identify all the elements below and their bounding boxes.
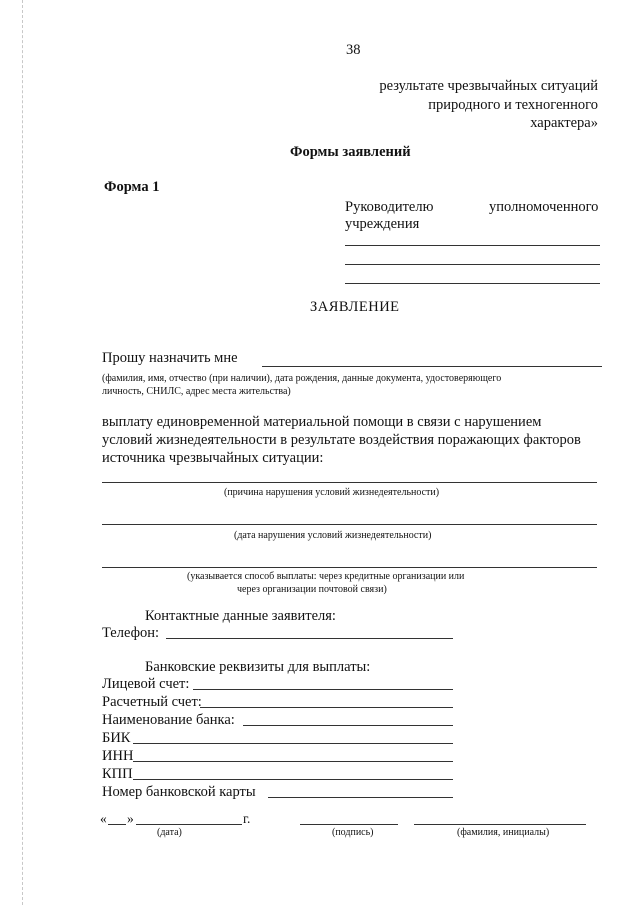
- date-signature-caption: (дата): [157, 827, 182, 838]
- reason-line[interactable]: [102, 482, 597, 483]
- payment-method-line[interactable]: [102, 567, 597, 568]
- date-caption: (дата нарушения условий жизнедеятельности): [234, 530, 432, 541]
- personal-account-line[interactable]: [193, 689, 453, 690]
- inn-line[interactable]: [133, 761, 453, 762]
- bank-name-label: Наименование банка:: [102, 712, 235, 728]
- day-line[interactable]: [108, 824, 126, 825]
- page-number: 38: [346, 42, 361, 58]
- header-line-1: результате чрезвычайных ситуаций: [379, 78, 598, 94]
- applicant-caption-2: личность, СНИЛС, адрес места жительства): [102, 386, 291, 397]
- applicant-caption-1: (фамилия, имя, отчество (при наличии), дата рождения, данные документа, удостоверяющего: [102, 373, 502, 384]
- name-caption: (фамилия, инициалы): [457, 827, 550, 838]
- addressee-word-3: учреждения: [345, 216, 420, 232]
- kpp-label: КПП: [102, 766, 133, 782]
- signature-line[interactable]: [300, 824, 398, 825]
- year-suffix: г.: [243, 811, 251, 826]
- card-number-line[interactable]: [268, 797, 453, 798]
- body-line-2: условий жизнедеятельности в результате воздействия поражающих факторов: [102, 432, 581, 448]
- addressee-line-1[interactable]: [345, 245, 600, 246]
- bik-label: БИК: [102, 730, 131, 746]
- date-line[interactable]: [102, 524, 597, 525]
- card-number-label: Номер банковской карты: [102, 784, 256, 800]
- addressee-line-2[interactable]: [345, 264, 600, 265]
- phone-label: Телефон:: [102, 625, 160, 641]
- quote-close: »: [127, 811, 134, 826]
- quote-open: «: [100, 811, 107, 826]
- bank-heading: Банковские реквизиты для выплаты:: [145, 659, 371, 675]
- addressee-word-1: Руководителю: [345, 199, 434, 215]
- addressee-line-3[interactable]: [345, 283, 600, 284]
- month-year-line[interactable]: [136, 824, 242, 825]
- payment-method-caption-2: через организации почтовой связи): [237, 584, 387, 595]
- personal-account-label: Лицевой счет:: [102, 676, 190, 692]
- phone-line[interactable]: [166, 638, 453, 639]
- scan-edge: [22, 0, 23, 905]
- bik-line[interactable]: [133, 743, 453, 744]
- request-lead: Прошу назначить мне: [102, 350, 238, 366]
- sign-caption: (подпись): [332, 827, 374, 838]
- document-title: ЗАЯВЛЕНИЕ: [310, 299, 400, 315]
- bank-name-line[interactable]: [243, 725, 453, 726]
- payment-method-caption-1: (указывается способ выплаты: через кредитные организации или: [187, 571, 465, 582]
- full-name-line[interactable]: [414, 824, 586, 825]
- addressee-word-2: уполномоченного: [489, 199, 599, 215]
- form-label: Форма 1: [104, 179, 160, 195]
- header-line-2: природного и техногенного: [428, 97, 598, 113]
- contacts-heading: Контактные данные заявителя:: [145, 608, 336, 624]
- inn-label: ИНН: [102, 748, 134, 764]
- reason-caption: (причина нарушения условий жизнедеятельности): [224, 487, 440, 498]
- body-line-3: источника чрезвычайных ситуации:: [102, 450, 324, 466]
- header-line-3: характера»: [530, 115, 598, 131]
- settlement-account-line[interactable]: [200, 707, 453, 708]
- applicant-data-line[interactable]: [262, 366, 602, 367]
- kpp-line[interactable]: [133, 779, 453, 780]
- body-line-1: выплату единовременной материальной помощи в связи с нарушением: [102, 414, 542, 430]
- section-title: Формы заявлений: [290, 144, 411, 160]
- settlement-account-label: Расчетный счет:: [102, 694, 202, 710]
